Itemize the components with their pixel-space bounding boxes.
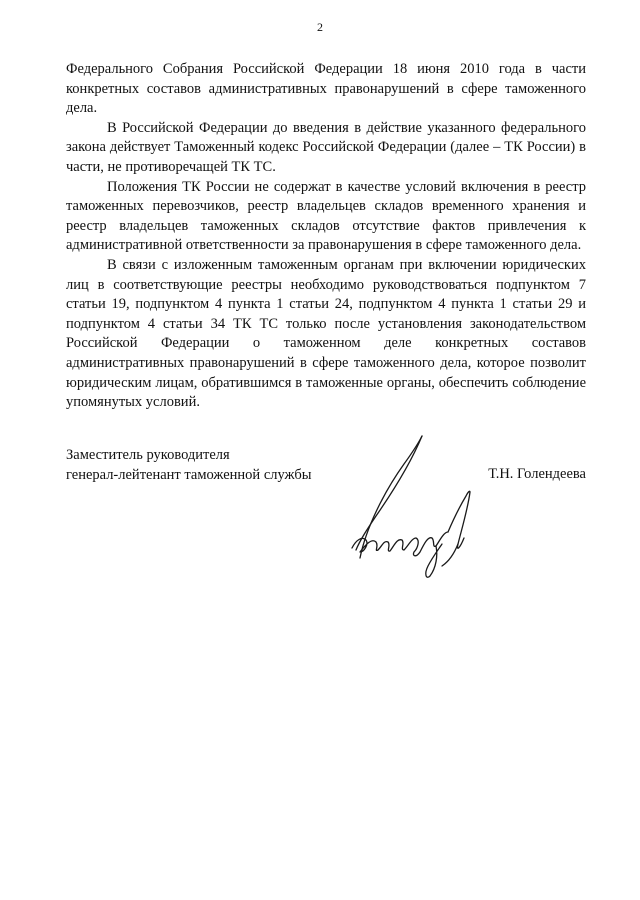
signatory-position-line-1: Заместитель руководителя — [66, 447, 230, 463]
handwritten-signature — [342, 420, 492, 590]
paragraph-registry-conditions: Положения ТК России не содержат в качестве условий включения в реестр таможенных перевозчиков, реестр владельцев складов временного хранения и реестр владельцев таможенных складов отсутствие фактов привлечения к административной ответственности за правонарушения в сфере таможенного дела. — [66, 178, 586, 254]
signatory-position — [66, 446, 312, 485]
document-body — [66, 60, 586, 413]
paragraph-instructions: В связи с изложенным таможенным органам при включении юридических лиц в соответствующие реестры необходимо руководствоваться подпунктом 7 статьи 19, подпунктом 4 пункта 1 статьи 24, подпунктом 4 пункта 1 статьи 29 и подпунктом 4 статьи 34 ТК ТС только после установления законодательством Российской Федерации о таможенном деле конкретных составов административных правонарушений в сфере таможенного дела, которое позволит юридическим лицам, обратившимся в таможенные органы, обеспечить соблюдение упомянутых условий. — [66, 256, 586, 411]
paragraph-customs-code: В Российской Федерации до введения в действие указанного федерального закона действует Таможенный кодекс Российской Федерации (далее – ТК России) в части, не противоречащей ТК ТС. — [66, 119, 586, 175]
page-number: 2 — [317, 20, 323, 34]
signatory-name: Т.Н. Голендеева — [488, 466, 586, 482]
signature-block — [66, 446, 586, 586]
paragraph-continuation: Федерального Собрания Российской Федерации 18 июня 2010 года в части конкретных составов административных правонарушений в сфере таможенного дела. — [66, 61, 586, 117]
signatory-position-line-2: генерал-лейтенант таможенной службы — [66, 466, 312, 483]
